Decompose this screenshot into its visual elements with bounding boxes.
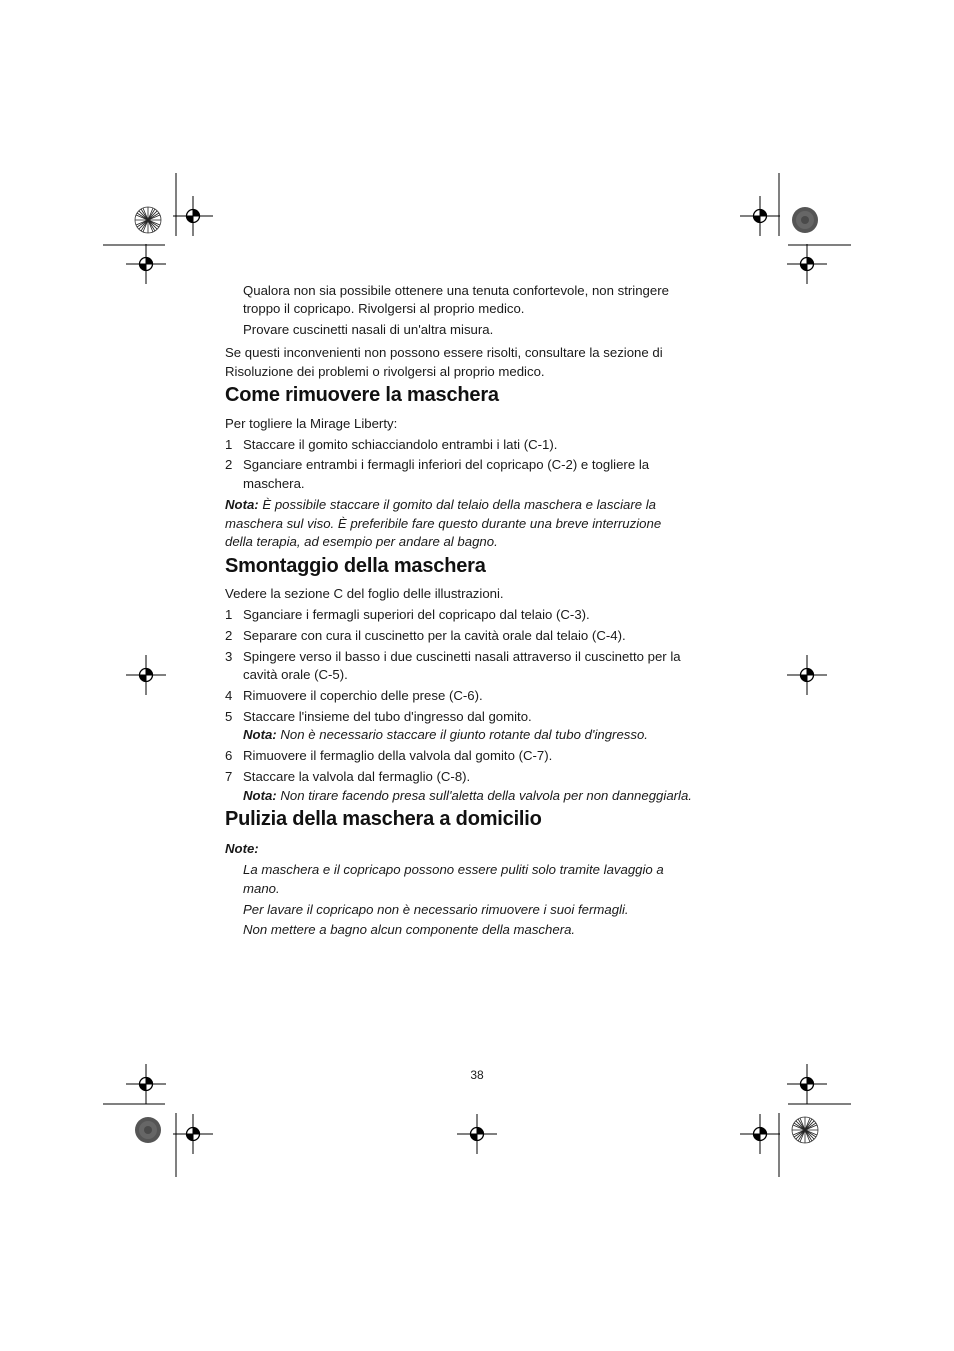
intro-line-2: troppo il copricapo. Rivolgersi al proprio medico. bbox=[243, 301, 525, 316]
step-number: 5 bbox=[225, 709, 233, 724]
section2-step-3-line-2: cavità orale (C-5). bbox=[243, 667, 348, 682]
section1-step-2-line-2: maschera. bbox=[243, 476, 305, 491]
section2-step-1: Sganciare i fermagli superiori del copricapo dal telaio (C-3). bbox=[243, 607, 590, 622]
section2-step-3: Spingere verso il basso i due cuscinetti nasali attraverso il cuscinetto per la bbox=[243, 649, 681, 664]
section2-step-7-note: Nota: Non tirare facendo presa sull'aletta della valvola per non danneggiarla. bbox=[243, 788, 692, 803]
section-title-disassembly: Smontaggio della maschera bbox=[225, 555, 486, 577]
section1-lead: Per togliere la Mirage Liberty: bbox=[225, 416, 398, 431]
section-title-home-cleaning: Pulizia della maschera a domicilio bbox=[225, 808, 542, 830]
step-number: 3 bbox=[225, 649, 233, 664]
section1-step-2: Sganciare entrambi i fermagli inferiori del copricapo (C-2) e togliere la bbox=[243, 457, 650, 472]
section1-step-1: Staccare il gomito schiacciandolo entrambi i lati (C-1). bbox=[243, 437, 558, 452]
section2-step-4: Rimuovere il coperchio delle prese (C-6). bbox=[243, 688, 483, 703]
section2-step-6: Rimuovere il fermaglio della valvola dal gomito (C-7). bbox=[243, 748, 553, 763]
page-number: 38 bbox=[470, 1068, 484, 1082]
figure-ref: C-4 bbox=[596, 628, 618, 643]
section2-step-2: Separare con cura il cuscinetto per la cavità orale dal telaio (C-4). bbox=[243, 628, 626, 643]
figure-ref: C-6 bbox=[453, 688, 475, 703]
note-label: Nota: bbox=[243, 788, 277, 803]
figure-ref: C bbox=[333, 586, 344, 601]
step-number: 4 bbox=[225, 688, 233, 703]
step-number: 7 bbox=[225, 769, 233, 784]
section3-note-3: Non mettere a bagno alcun componente della maschera. bbox=[243, 922, 576, 937]
intro-paragraph-line-2: Risoluzione dei problemi o rivolgersi al proprio medico. bbox=[225, 364, 545, 379]
figure-ref: C-8 bbox=[440, 769, 463, 784]
step-number: 2 bbox=[225, 628, 233, 643]
step-number: 1 bbox=[225, 607, 233, 622]
section3-note-1-line-1: La maschera e il copricapo possono essere puliti solo tramite lavaggio a bbox=[243, 862, 664, 877]
figure-ref: C-7 bbox=[523, 748, 545, 763]
figure-ref: C-5 bbox=[318, 667, 340, 682]
note-label: Nota: bbox=[225, 497, 259, 512]
figure-ref: C-3 bbox=[560, 607, 582, 622]
section3-note-2: Per lavare il copricapo non è necessario rimuovere i suoi fermagli. bbox=[243, 902, 629, 917]
step-number: 6 bbox=[225, 748, 233, 763]
note-label: Nota: bbox=[243, 727, 277, 742]
section-title-remove-mask: Come rimuovere la maschera bbox=[225, 384, 499, 406]
section2-lead: Vedere la sezione C del foglio delle illustrazioni. bbox=[225, 586, 504, 601]
intro-line-1: Qualora non sia possibile ottenere una tenuta confortevole, non stringere bbox=[243, 283, 669, 298]
intro-paragraph-line-1: Se questi inconvenienti non possono essere risolti, consultare la sezione di bbox=[225, 345, 663, 360]
section3-note-1-line-2: mano. bbox=[243, 881, 280, 896]
section1-note-line-3: della terapia, ad esempio per andare al bagno. bbox=[225, 534, 498, 549]
section2-step-5: Staccare l'insieme del tubo d'ingresso dal gomito. bbox=[243, 709, 532, 724]
intro-line-3: Provare cuscinetti nasali di un'altra misura. bbox=[243, 322, 494, 337]
section2-step-7: Staccare la valvola dal fermaglio (C-8). bbox=[243, 769, 471, 784]
section3-note-label: Note: bbox=[225, 841, 259, 856]
step-number: 1 bbox=[225, 437, 233, 452]
section2-step-5-note: Nota: Non è necessario staccare il giunto rotante dal tubo d'ingresso. bbox=[243, 727, 648, 742]
step-number: 2 bbox=[225, 457, 233, 472]
figure-ref: C-2 bbox=[551, 457, 573, 472]
section1-note-line-1: Nota: È possibile staccare il gomito dal telaio della maschera e lasciare la bbox=[225, 497, 656, 512]
figure-ref: C-1 bbox=[528, 437, 550, 452]
section1-note-line-2: maschera sul viso. È preferibile fare questo durante una breve interruzione bbox=[225, 516, 662, 531]
